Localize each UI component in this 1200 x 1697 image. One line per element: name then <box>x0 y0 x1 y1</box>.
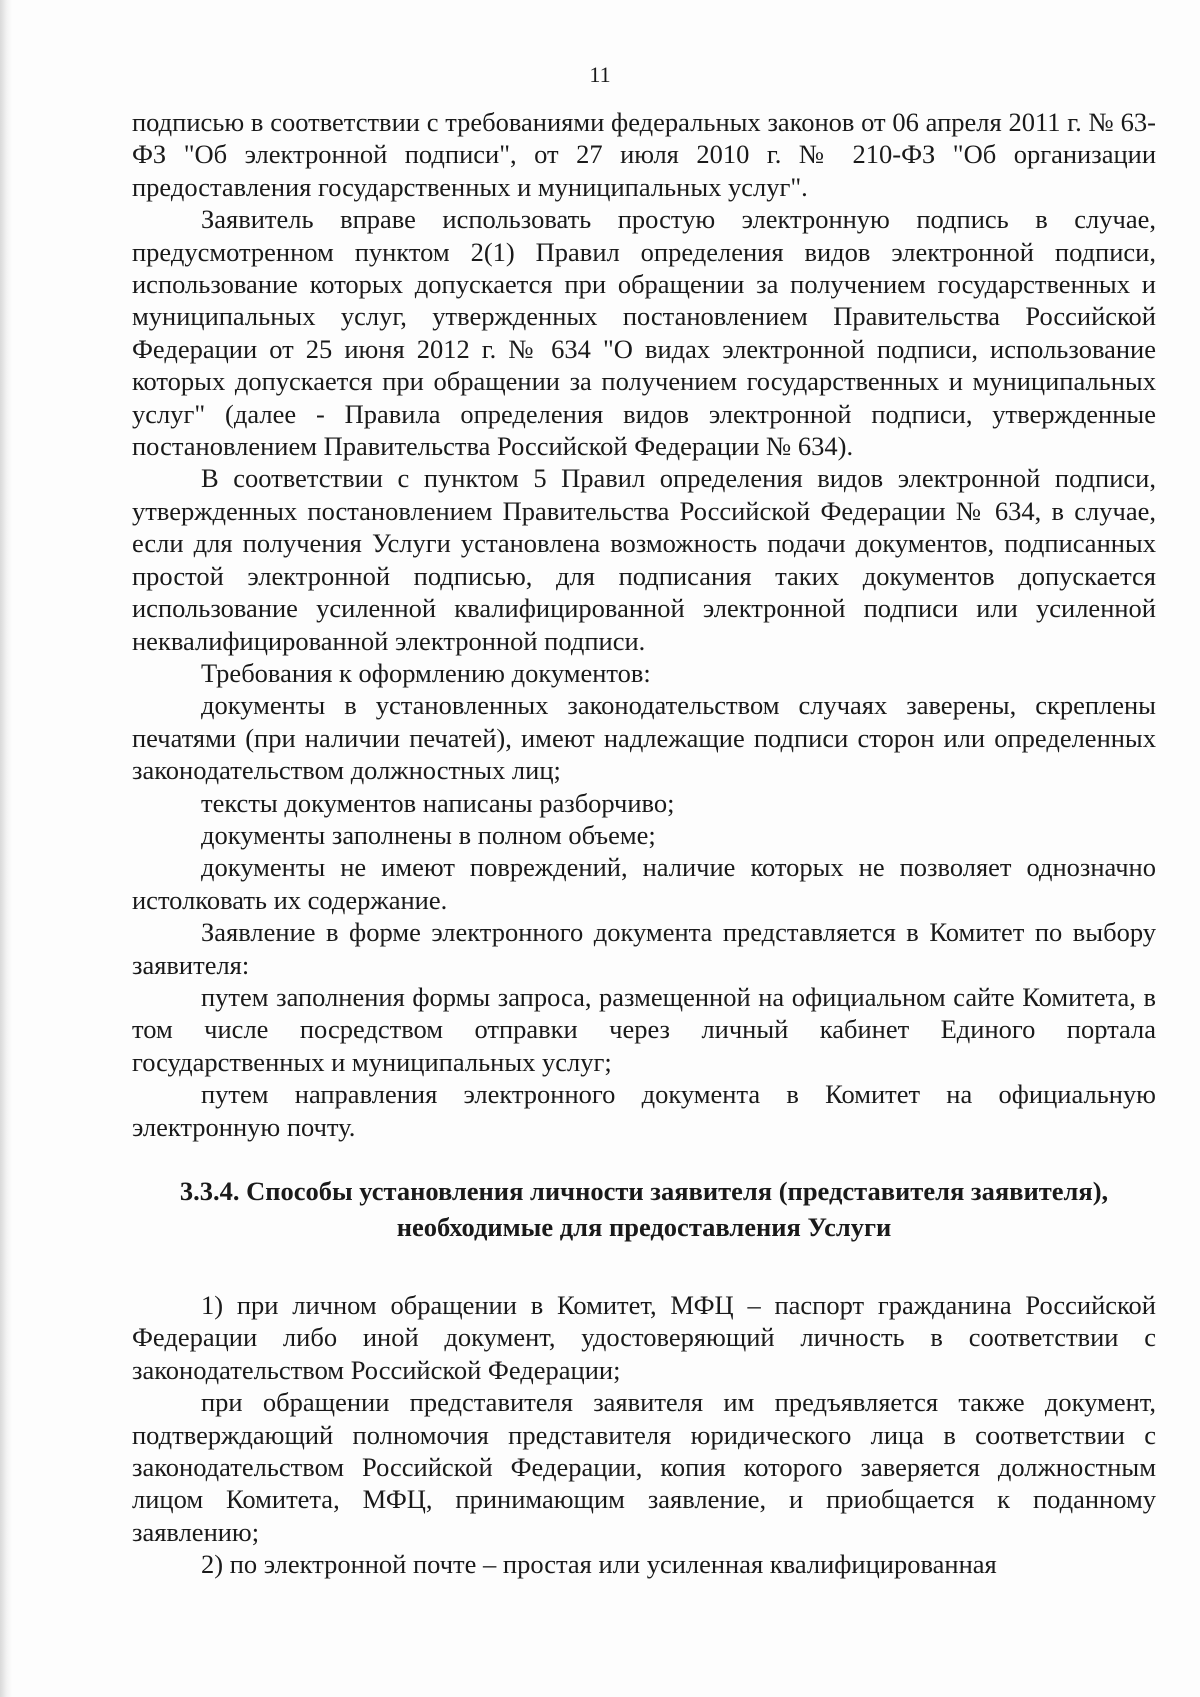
scan-edge <box>0 0 12 1697</box>
paragraph: при обращении представителя заявителя им предъявляется также документ, подтверждающий полномочия представителя юридического лица в соответствии с законодательством Российской Федерации, копия которого заверяется должностным лицом Комитета, МФЦ, принимающим заявление, и приобщается к поданному заявлению; <box>132 1387 1156 1547</box>
page-number: 11 <box>589 62 611 87</box>
document-body <box>132 106 1156 1581</box>
paragraph: 2) по электронной почте – простая или усиленная квалифицированная <box>201 1549 997 1580</box>
paragraph: документы в установленных законодательством случаях заверены, скреплены печатями (при наличии печатей), имеют надлежащие подписи сторон или определенных законодательством должностных лиц; <box>132 690 1156 786</box>
paragraph: Заявление в форме электронного документа представляется в Комитет по выбору заявителя: <box>132 917 1156 980</box>
paragraph: документы не имеют повреждений, наличие которых не позволяет однозначно истолковать их содержание. <box>132 852 1156 915</box>
paragraph: 1) при личном обращении в Комитет, МФЦ – паспорт гражданина Российской Федерации либо иной документ, удостоверяющий личность в соответствии с законодательством Российской Федерации; <box>132 1290 1156 1385</box>
paragraph: тексты документов написаны разборчиво; <box>201 787 675 818</box>
paragraph: В соответствии с пунктом 5 Правил определения видов электронной подписи, утвержденных постановлением Правительства Российской Федерации № 634, в случае, если для получения Услуги установлена возможность подачи документов, подписанных простой электронной подписью, для подписания таких документов допускается использование усиленной квалифицированной электронной подписи или усиленной неквалифицированной электронной подписи. <box>132 463 1156 656</box>
paragraph: путем направления электронного документа в Комитет на официальную электронную почту. <box>132 1079 1156 1142</box>
paragraph: Заявитель вправе использовать простую электронную подпись в случае, предусмотренном пунктом 2(1) Правил определения видов электронной подписи, использование которых допускается при обращении за получением государственных и муниципальных услуг, утвержденных постановлением Правительства Российской Федерации от 25 июня 2012 г. № 634 "О видах электронной подписи, использование которых допускается при обращении за получением государственных и муниципальных услуг" (далее - Правила определения видов электронной подписи, утвержденные постановлением Правительства Российской Федерации № 634). <box>132 204 1156 462</box>
paragraph: Требования к оформлению документов: <box>201 657 651 688</box>
paragraph: путем заполнения формы запроса, размещенной на официальном сайте Комитета, в том числе посредством отправки через личный кабинет Единого портала государственных и муниципальных услуг; <box>132 981 1156 1077</box>
section-heading: 3.3.4. Способы установления личности заявителя (представителя заявителя), необходимые для предоставления Услуги <box>179 1176 1109 1242</box>
paragraph: документы заполнены в полном объеме; <box>201 819 656 850</box>
paragraph: подписью в соответствии с требованиями федеральных законов от 06 апреля 2011 г. № 63-ФЗ "Об электронной подписи", от 27 июля 2010 г. № 210-ФЗ "Об организации предоставления государственных и муниципальных услуг". <box>132 107 1156 202</box>
